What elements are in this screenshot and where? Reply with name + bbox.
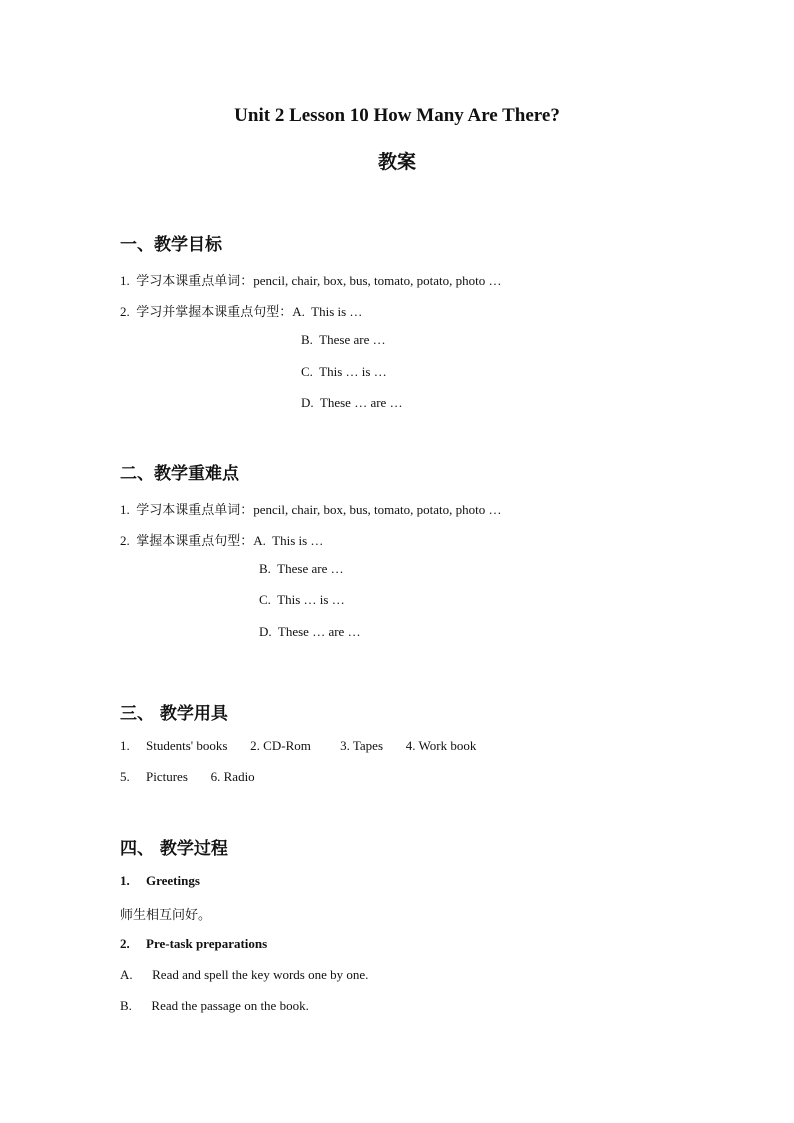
s1-line-1: 1. 学习本课重点单词：pencil, chair, box, bus, tomato, potato, photo … <box>120 273 502 288</box>
document-title: Unit 2 Lesson 10 How Many Are There? <box>234 105 560 126</box>
s1-line-3: B. These are … <box>301 332 386 347</box>
s3-line-2: 5. Pictures 6. Radio <box>120 769 255 784</box>
s2-line-5: D. These … are … <box>259 624 361 639</box>
step-1-heading: 1. Greetings <box>120 873 200 888</box>
s1-line-2: 2. 学习并掌握本课重点句型：A. This is … <box>120 304 363 319</box>
s2-line-2: 2. 掌握本课重点句型：A. This is … <box>120 533 324 548</box>
step-1-text: 师生相互问好。 <box>120 907 212 922</box>
section-1-heading: 一、教学目标 <box>120 235 222 255</box>
s2-line-1: 1. 学习本课重点单词：pencil, chair, box, bus, tomato, potato, photo … <box>120 502 502 517</box>
s2-line-3: B. These are … <box>259 561 344 576</box>
section-3-heading: 三、 教学用具 <box>120 704 228 724</box>
document-subtitle: 教案 <box>377 152 416 173</box>
step-2-item-b: B. Read the passage on the book. <box>120 998 309 1013</box>
step-2-item-a: A. Read and spell the key words one by one. <box>120 967 369 982</box>
s3-line-1: 1. Students' books 2. CD-Rom 3. Tapes 4. Work book <box>120 738 477 753</box>
step-2-heading: 2. Pre-task preparations <box>120 936 268 951</box>
s1-line-5: D. These … are … <box>301 395 403 410</box>
section-4-heading: 四、 教学过程 <box>120 839 228 859</box>
s2-line-4: C. This … is … <box>259 592 345 607</box>
s1-line-4: C. This … is … <box>301 364 387 379</box>
section-2-heading: 二、教学重难点 <box>120 464 239 484</box>
